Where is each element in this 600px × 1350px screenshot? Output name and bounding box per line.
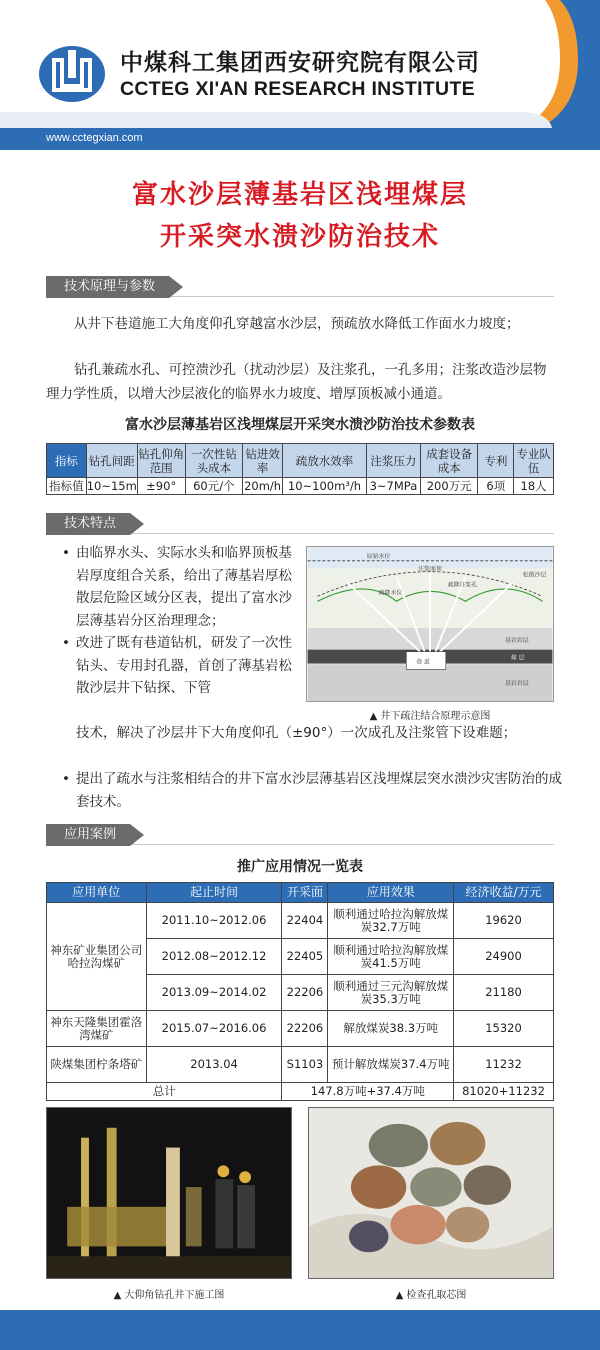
section-tab-features: 技术特点 — [46, 513, 130, 535]
diagram-label: 煤 层 — [510, 655, 525, 662]
drilling-construction-photo — [46, 1107, 292, 1279]
footer-bar — [0, 1310, 600, 1350]
case-face: 22206 — [282, 975, 328, 1011]
diagram-label: 基岩岩层 — [505, 681, 529, 688]
param-value: 3~7MPa — [366, 478, 420, 495]
diagram-label: 注浆面顶 — [418, 566, 442, 573]
case-table-header-row — [47, 883, 554, 903]
diagram-label: 松散沙层 — [522, 572, 547, 579]
feature-item: • 改进了既有巷道钻机，研发了一次性钻头、专用封孔器，首创了薄基岩松散沙层井下钻探、下管 — [62, 632, 302, 700]
diagram-label: 疏降水位 — [378, 590, 403, 597]
case-face: 22404 — [282, 903, 328, 939]
case-col-header: 开采面 — [282, 883, 328, 903]
param-col-name: 钻进效率 — [243, 444, 283, 478]
case-effect: 顺利通过哈拉沟解放煤炭41.5万吨 — [328, 939, 454, 975]
param-col-name: 钻孔仰角范围 — [137, 444, 185, 478]
organization-name-cn: 中煤科工集团西安研究院有限公司 — [120, 50, 480, 76]
main-title-line1: 富水沙层薄基岩区浅埋煤层 — [131, 180, 468, 210]
table-row — [47, 903, 554, 939]
param-table — [46, 443, 554, 495]
case-effect: 预计解放煤炭37.4万吨 — [328, 1047, 454, 1083]
section-tab-principle: 技术原理与参数 — [46, 276, 169, 298]
url-bar — [0, 128, 600, 150]
diagram-label: 原始水位 — [366, 553, 391, 560]
case-unit: 神东天隆集团霍洛湾煤矿 — [47, 1011, 147, 1047]
case-face: S1103 — [282, 1047, 328, 1083]
param-value: 20m/h — [244, 479, 282, 493]
case-face: 22206 — [282, 1011, 328, 1047]
website-url[interactable]: www.cctegxian.com — [46, 132, 143, 144]
left-photo-caption: ▲ 大仰角钻孔井下施工图 — [113, 1290, 225, 1301]
case-face: 22405 — [282, 939, 328, 975]
case-effect: 顺利通过哈拉沟解放煤炭32.7万吨 — [328, 903, 454, 939]
case-time: 2011.10~2012.06 — [146, 903, 282, 939]
organization-name-en: CCTEG XI'AN RESEARCH INSTITUTE — [120, 78, 475, 100]
param-value: 200万元 — [420, 478, 478, 495]
param-table-title: 富水沙层薄基岩区浅埋煤层开采突水溃沙防治技术参数表 — [125, 417, 475, 433]
param-header-label: 指标 — [47, 444, 87, 478]
principle-paragraph-1: 从井下巷道施工大角度仰孔穿越富水沙层，预疏放水降低工作面水力坡度； — [74, 316, 520, 332]
case-col-header: 起止时间 — [146, 883, 282, 903]
case-col-header: 应用单位 — [47, 883, 147, 903]
case-benefit: 19620 — [454, 903, 554, 939]
param-value: 10~100m³/h — [283, 478, 367, 495]
case-total-row — [47, 1083, 554, 1101]
drain-grout-principle-diagram — [306, 546, 554, 702]
case-unit: 神东矿业集团公司哈拉沟煤矿 — [47, 903, 147, 1011]
param-value-label: 指标值 — [47, 478, 87, 495]
case-total-benefit: 81020+11232 — [454, 1083, 554, 1101]
param-col-name: 专业队伍 — [514, 444, 554, 478]
principle-paragraph-2: 钻孔兼疏水孔、可控溃沙孔（扰动沙层）及注浆孔，一孔多用；注浆改造沙层物理力学性质，以增大沙层液化的临界水力坡度、增厚顶板减小通道。 — [46, 362, 547, 402]
case-time: 2013.09~2014.02 — [146, 975, 282, 1011]
diagram-label: 基岩岩层 — [505, 637, 529, 644]
case-col-header: 应用效果 — [328, 883, 454, 903]
core-sample-photo — [308, 1107, 554, 1279]
param-col-name: 专利 — [478, 444, 514, 478]
case-total-label: 总计 — [47, 1083, 282, 1101]
param-value: ±90° — [137, 478, 185, 495]
header — [0, 0, 600, 128]
case-benefit: 15320 — [454, 1011, 554, 1047]
right-photo-caption: ▲ 检查孔取芯图 — [395, 1290, 467, 1301]
case-table — [46, 882, 554, 1101]
section-tab-cases: 应用案例 — [46, 824, 130, 846]
ccteg-logo-icon — [38, 44, 106, 104]
param-value: 6项 — [478, 478, 514, 495]
diagram-caption: ▲ 井下疏注结合原理示意图 — [369, 711, 491, 722]
feature-item: • 提出了疏水与注浆相结合的井下富水沙层薄基岩区浅埋煤层突水溃沙灾害防治的成套技术。 — [62, 768, 562, 813]
case-effect: 解放煤炭38.3万吨 — [328, 1011, 454, 1047]
case-time: 2013.04 — [146, 1047, 282, 1083]
param-col-name: 成套设备成本 — [420, 444, 478, 478]
param-table-value-row — [47, 478, 554, 495]
param-value: 60元/个 — [185, 478, 243, 495]
feature-item-continued: 技术，解决了沙层井下大角度仰孔（±90°）一次成孔及注浆管下设难题； — [76, 725, 517, 741]
table-row — [47, 1047, 554, 1083]
diagram-label: 疏降注浆孔 — [447, 582, 478, 589]
table-row — [47, 1011, 554, 1047]
case-unit: 陕煤集团柠条塔矿 — [47, 1047, 147, 1083]
case-benefit: 24900 — [454, 939, 554, 975]
features-list-narrow — [62, 542, 302, 700]
features-list-wide — [62, 768, 562, 813]
case-col-header: 经济收益/万元 — [454, 883, 554, 903]
diagram-label: 巷 道 — [416, 659, 430, 666]
case-total-effect: 147.8万吨+37.4万吨 — [282, 1083, 454, 1101]
param-col-name: 疏放水效率 — [283, 444, 367, 478]
main-title-line2: 开采突水溃沙防治技术 — [159, 222, 440, 252]
param-table-header-row — [47, 444, 554, 478]
param-col-name: 钻孔间距 — [86, 444, 137, 478]
case-time: 2015.07~2016.06 — [146, 1011, 282, 1047]
param-col-name: 一次性钻头成本 — [185, 444, 243, 478]
case-benefit: 11232 — [454, 1047, 554, 1083]
case-effect: 顺利通过三元沟解放煤炭35.3万吨 — [328, 975, 454, 1011]
param-col-name: 注浆压力 — [366, 444, 420, 478]
case-table-title: 推广应用情况一览表 — [237, 859, 363, 875]
case-benefit: 21180 — [454, 975, 554, 1011]
param-value: 10~15m — [86, 479, 137, 493]
feature-item: • 由临界水头、实际水头和临界顶板基岩厚度组合关系，给出了薄基岩厚松散层危险区域分区表，提出了富水沙层薄基岩分区治理理念； — [62, 542, 302, 632]
param-value: 18人 — [514, 478, 554, 495]
case-time: 2012.08~2012.12 — [146, 939, 282, 975]
